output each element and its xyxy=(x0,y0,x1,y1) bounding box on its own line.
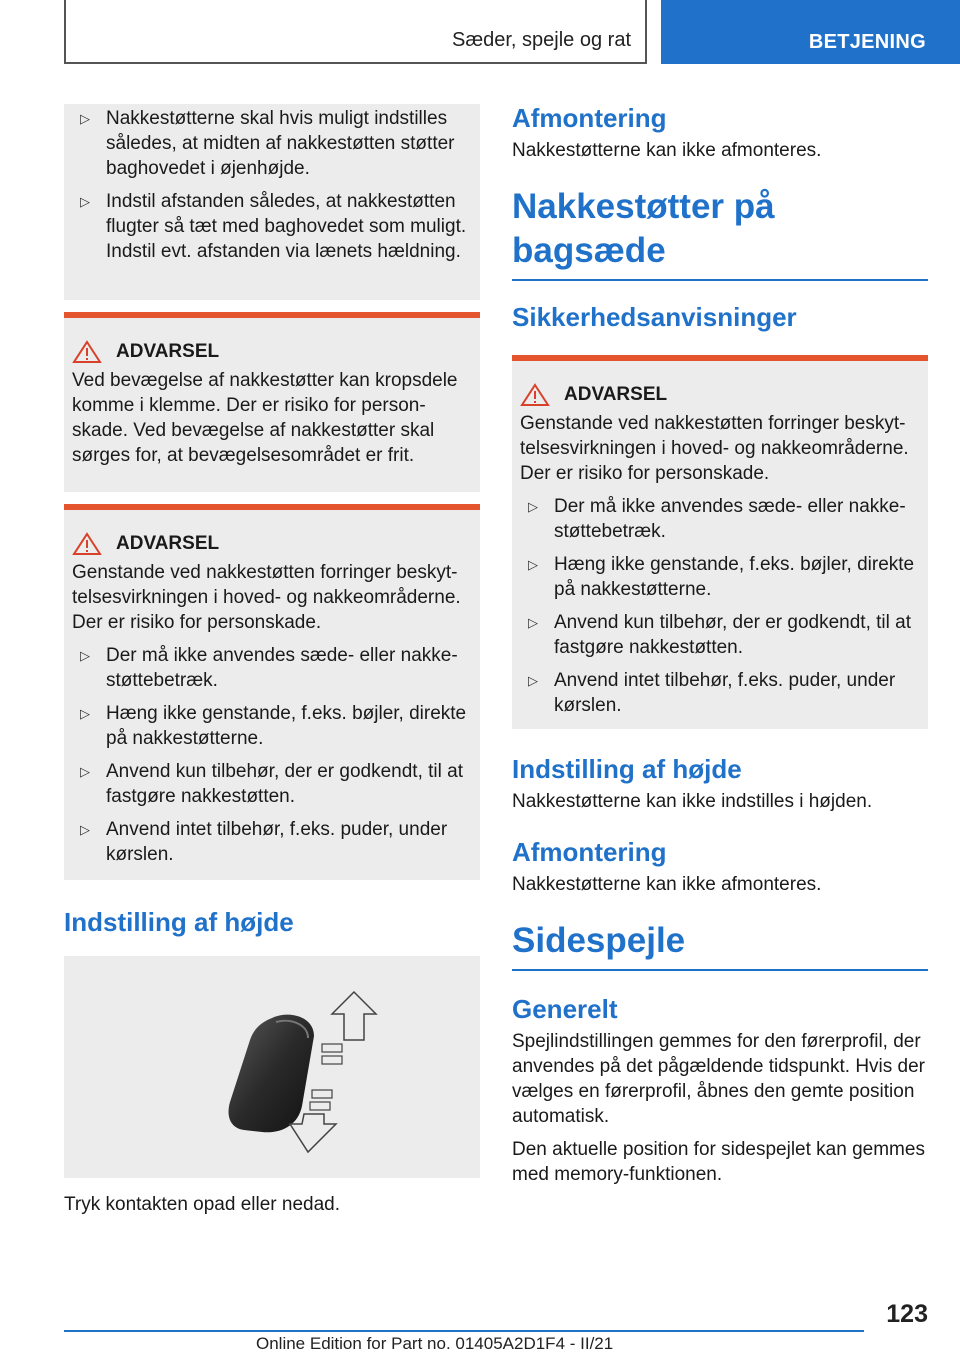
section-heading-safety: Sikkerhedsanvisninger xyxy=(512,302,797,332)
warning-box-objects xyxy=(64,504,480,880)
triangle-right-icon: ▷ xyxy=(528,557,538,572)
warning-box-rear xyxy=(512,355,928,729)
triangle-right-icon: ▷ xyxy=(80,764,90,779)
warning-triangle-icon xyxy=(520,383,550,407)
warning-text: Ved bevægelse af nakkestøtter kan kropsdele komme i klemme. Der er risiko for personskade. Ved bevægelse af nakkestøtter skal sørges for, at bevægelsesområdet er frit. xyxy=(72,370,458,466)
warning-text: Genstande ved nakkestøtten forringer beskyttelsesvirkningen i hoved- og nakkeområderne. Der er risiko for personskade. xyxy=(72,562,461,633)
list-item: ▷ Der må ikke anvendes sæde- eller nakkestøttebetræk. xyxy=(528,496,906,542)
intro-bullets-box xyxy=(64,104,480,300)
removal-text-2: Nakkestøtterne kan ikke afmonteres. xyxy=(512,874,822,895)
intro-bullet-list xyxy=(72,106,472,264)
triangle-right-icon: ▷ xyxy=(80,194,90,209)
warning-box-pinch xyxy=(64,312,480,492)
list-item: ▷ Anvend kun tilbehør, der er godkendt, til at fastgøre nakkestøtten. xyxy=(528,612,911,658)
triangle-right-icon: ▷ xyxy=(528,499,538,514)
section-heading-general: Generelt xyxy=(512,994,618,1024)
warning-triangle-icon xyxy=(72,340,102,364)
warning-title: ADVARSEL xyxy=(520,383,920,407)
removal-text: Nakkestøtterne kan ikke afmonteres. xyxy=(512,140,822,161)
chapter-heading-side-mirrors: Sidespejle xyxy=(512,919,928,971)
general-paragraph-1: Spejlindstillingen gemmes for den førerprofil, der anvendes på det pågældende tidspunkt. Hvis der vælges en førerprofil, åbnes den gemte position automatisk. xyxy=(512,1031,925,1127)
warning-triangle-icon xyxy=(72,532,102,556)
triangle-right-icon: ▷ xyxy=(528,673,538,688)
header-chapter-title: BETJENING xyxy=(808,31,926,53)
footer-edition: Online Edition for Part no. 01405A2D1F4 - II/21 xyxy=(256,1334,614,1353)
list-item: ▷ Hæng ikke genstande, f.eks. bøjler, direkte på nakkestøtterne. xyxy=(528,554,915,600)
section-heading-removal: Afmontering xyxy=(512,103,667,133)
chapter-heading-rear-headrests: Nakkestøtter på bagsæde xyxy=(512,185,928,281)
warning-title: ADVARSEL xyxy=(72,340,472,364)
left-column xyxy=(64,104,480,1217)
footer-rule xyxy=(64,1330,864,1332)
warning-title: ADVARSEL xyxy=(72,532,472,556)
list-item: ▷ Anvend intet tilbehør, f.eks. puder, under kørslen. xyxy=(80,819,448,865)
warning-text: Genstande ved nakkestøtten forringer beskyttelsesvirkningen i hoved- og nakkeområderne. Der er risiko for personskade. xyxy=(520,413,909,484)
header-section-tab xyxy=(64,0,647,64)
general-paragraph-2: Den aktuelle position for sidespejlet kan gemmes med memory-funktionen. xyxy=(512,1139,925,1185)
section-heading-removal-2: Afmontering xyxy=(512,837,667,867)
header-chapter-tab xyxy=(661,0,960,64)
section-heading-height: Indstilling af højde xyxy=(512,754,742,784)
section-heading-height: Indstilling af højde xyxy=(64,907,294,937)
triangle-right-icon: ▷ xyxy=(80,648,90,663)
header-section-title: Sæder, spejle og rat xyxy=(452,29,631,51)
right-column xyxy=(512,104,928,1187)
headrest-switch-illustration xyxy=(64,956,480,1178)
triangle-right-icon: ▷ xyxy=(528,615,538,630)
list-item: ▷ Anvend kun tilbehør, der er godkendt, til at fastgøre nakkestøtten. xyxy=(80,761,463,807)
list-item: ▷ Der må ikke anvendes sæde- eller nakkestøttebetræk. xyxy=(80,645,458,691)
headrest-switch-figure xyxy=(64,956,480,1178)
list-item: ▷ Anvend intet tilbehør, f.eks. puder, under kørslen. xyxy=(528,670,896,716)
figure-caption: Tryk kontakten opad eller nedad. xyxy=(64,1194,341,1215)
warning-bullet-list xyxy=(72,643,472,867)
page-number: 123 xyxy=(886,1300,928,1328)
triangle-right-icon: ▷ xyxy=(80,822,90,837)
list-item: ▷ Hæng ikke genstande, f.eks. bøjler, direkte på nakkestøtterne. xyxy=(80,703,467,749)
warning-bullet-list xyxy=(520,494,920,718)
triangle-right-icon: ▷ xyxy=(80,111,90,126)
height-text: Nakkestøtterne kan ikke indstilles i højden. xyxy=(512,791,873,812)
list-item: ▷ Indstil afstanden således, at nakkestøtten flugter så tæt med baghovedet som muligt. Indstil evt. afstanden via lænets hældning. xyxy=(80,191,467,262)
triangle-right-icon: ▷ xyxy=(80,706,90,721)
list-item: ▷ Nakkestøtterne skal hvis muligt indstilles således, at midten af nakkestøtten støtter baghovedet i øjenhøjde. xyxy=(80,108,455,179)
